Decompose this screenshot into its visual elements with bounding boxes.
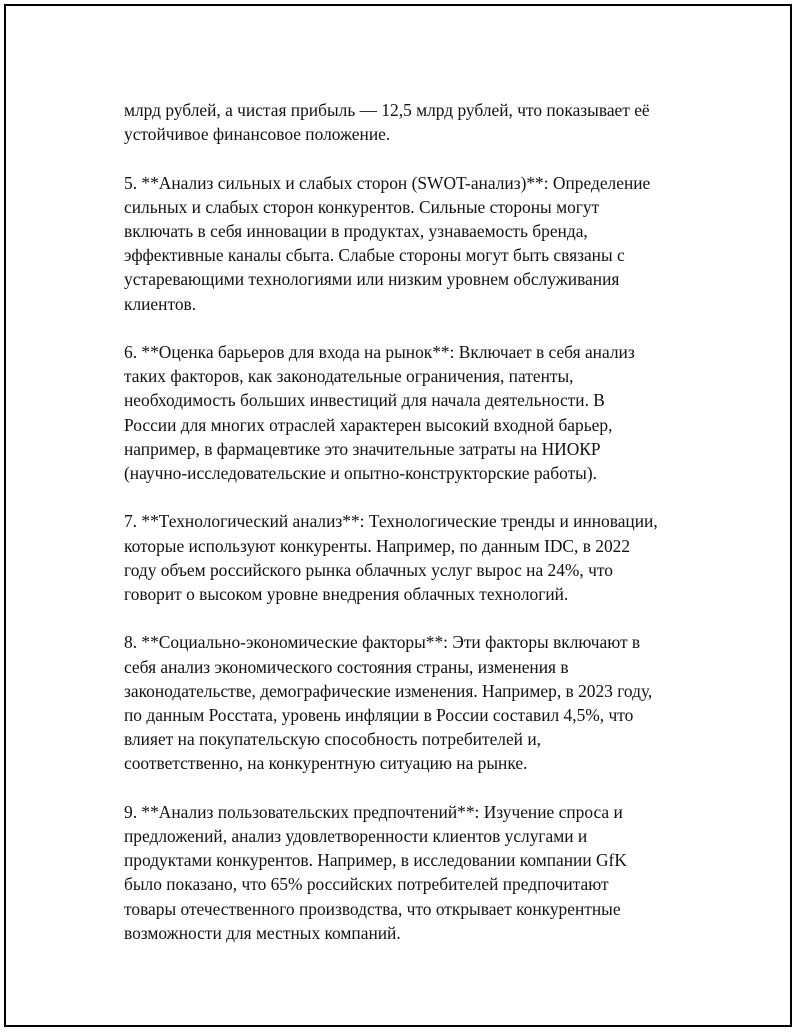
- text-line: необходимость больших инвестиций для начала деятельности. В: [124, 390, 605, 411]
- text-line: например, в фармацевтике это значительные затраты на НИОКР: [124, 438, 601, 459]
- text-line: соответственно, на конкурентную ситуацию на рынке.: [124, 753, 528, 774]
- text-line: включать в себя инновации в продуктах, узнаваемость бренда,: [124, 221, 588, 241]
- text-line: было показано, что 65% российских потребителей предпочитают: [124, 874, 609, 895]
- text-line: говорит о высоком уровне внедрения облачных технологий.: [124, 584, 569, 605]
- text-line: товары отечественного производства, что открывает конкурентные: [124, 898, 621, 919]
- text-line: 8. **Социально-экономические факторы**: Эти факторы включают в: [124, 632, 641, 653]
- paragraph-continuation: [124, 98, 699, 146]
- text-line: которые используют конкуренты. Например, по данным IDC, в 2022: [124, 535, 631, 556]
- text-line: продуктами конкурентов. Например, в исследовании компании GfK: [124, 850, 627, 871]
- text-line: законодательстве, демографические изменения. Например, в 2023 году,: [124, 680, 653, 701]
- page-frame: [4, 4, 792, 1027]
- text-line: себя анализ экономического состояния страны, изменения в: [124, 656, 569, 677]
- paragraph-user-preferences: [124, 800, 699, 945]
- text-line: России для многих отраслей характерен высокий входной барьер,: [124, 414, 613, 435]
- document-body: [124, 98, 699, 969]
- text-line: 5. **Анализ сильных и слабых сторон (SWOT-анализ)**: Определение: [124, 172, 651, 193]
- text-line: предложений, анализ удовлетворенности клиентов услугами и: [124, 826, 588, 847]
- paragraph-socioeconomic-factors: [124, 630, 699, 775]
- text-line: эффективные каналы сбыта. Слабые стороны могут быть связаны с: [124, 245, 625, 266]
- text-line: устаревающими технологиями или низким уровнем обслуживания: [124, 269, 620, 290]
- paragraph-swot-analysis: [124, 171, 699, 316]
- text-line: 7. **Технологический анализ**: Технологические тренды и инновации,: [124, 511, 658, 532]
- text-line: влияет на покупательскую способность потребителей и,: [124, 729, 541, 750]
- text-line: по данным Росстата, уровень инфляции в России составил 4,5%, что: [124, 705, 634, 726]
- text-line: 9. **Анализ пользовательских предпочтений**: Изучение спроса и: [124, 801, 623, 822]
- text-line: 6. **Оценка барьеров для входа на рынок**: Включает в себя анализ: [124, 342, 635, 362]
- text-line: млрд рублей, а чистая прибыль — 12,5 млрд рублей, что показывает её: [124, 100, 650, 120]
- text-line: устойчивое финансовое положение.: [124, 124, 391, 145]
- text-line: возможности для местных компаний.: [124, 922, 401, 943]
- text-line: клиентов.: [124, 293, 197, 314]
- text-line: году объем российского рынка облачных услуг вырос на 24%, что: [124, 559, 613, 580]
- text-line: (научно-исследовательские и опытно-конструкторские работы).: [124, 463, 598, 484]
- paragraph-entry-barriers: [124, 340, 699, 485]
- paragraph-technology-analysis: [124, 509, 699, 606]
- text-line: сильных и слабых сторон конкурентов. Сильные стороны могут: [124, 196, 600, 217]
- text-line: таких факторов, как законодательные ограничения, патенты,: [124, 366, 574, 387]
